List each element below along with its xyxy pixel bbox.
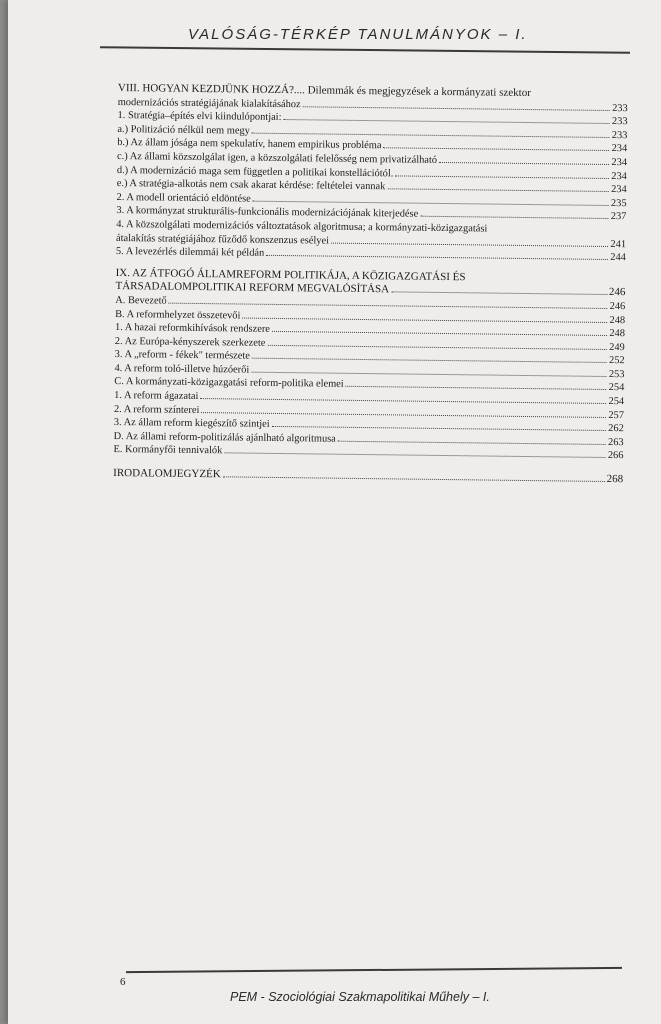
dot-leader <box>200 398 606 404</box>
toc-page-number: 262 <box>608 423 624 435</box>
toc-page-number: 234 <box>611 157 628 169</box>
toc-page-number: 233 <box>611 116 628 128</box>
toc-entry-text: 3. A kormányzat strukturális-funkcionális modernizációjának kiterjedése <box>116 205 419 221</box>
dot-leader <box>383 148 609 152</box>
toc-page-number: 234 <box>611 170 627 182</box>
toc-chapter-8-title-line1: VIII. HOGYAN KEZDJÜNK HOZZÁ?.... Dilemmák és megjegyzések a kormányzati szektor <box>117 82 531 100</box>
toc-page-number: 253 <box>608 368 625 381</box>
toc-page-number: 244 <box>610 252 626 264</box>
toc-entry-text: D. Az állami reform-politizálás ajánlható algoritmusa <box>113 430 336 445</box>
dot-leader <box>272 331 607 336</box>
dot-leader <box>201 412 606 418</box>
toc-entry-text: 1. Stratégia–építés elvi kiindulópontjai: <box>117 110 282 124</box>
document-page <box>8 0 661 1024</box>
toc-entry-text: B. A reformhelyzet összetevői <box>115 308 241 322</box>
dot-leader <box>338 441 606 445</box>
toc-page-number: 233 <box>612 102 628 114</box>
toc-entry-text: TÁRSADALOMPOLITIKAI REFORM MEGVALÓSÍTÁSA <box>115 280 390 296</box>
dot-leader <box>439 162 609 165</box>
dot-leader <box>272 426 607 431</box>
toc-entry-text: IRODALOMJEGYZÉK <box>113 467 221 481</box>
dot-leader <box>331 242 608 246</box>
dot-leader <box>391 292 607 296</box>
dot-leader <box>242 317 607 322</box>
dot-leader <box>346 386 607 390</box>
dot-leader <box>395 175 609 179</box>
toc-entry-text: 4. A reform toló-illetve húzóerői <box>114 362 250 376</box>
toc-entry-text: 2. A modell orientáció eldöntése <box>116 191 251 205</box>
dot-leader <box>169 303 608 309</box>
dot-leader <box>283 119 609 124</box>
dot-leader <box>251 372 607 377</box>
toc-page-number: 237 <box>610 211 627 223</box>
toc-page-number: 254 <box>608 382 625 394</box>
toc-entry-text: 2. Az Európa-kényszerek szerkezete <box>114 335 266 349</box>
toc-page-number: 241 <box>610 238 627 250</box>
running-footer-text: PEM - Szociológiai Szakmapolitikai Műhely – I. <box>230 990 490 1004</box>
toc-entry-text: a.) Politizáció nélkül nem megy <box>117 123 250 137</box>
toc-entry-text: b.) Az állam jósága nem spekulatív, hanem empirikus probléma <box>117 137 382 152</box>
dot-leader <box>223 476 605 482</box>
dot-leader <box>420 216 609 219</box>
toc-entry-text: 3. Az állam reform kiegészítő szintjei <box>113 417 270 431</box>
toc-entry-text: 5. A levezérlés dilemmái két példán <box>115 246 265 259</box>
toc-page-number: 234 <box>611 143 628 155</box>
dot-leader <box>253 200 609 205</box>
dot-leader <box>303 106 610 111</box>
toc-chapter-9-title-line1: IX. AZ ÁTFOGÓ ÁLLAMREFORM POLITIKÁJA, A KÖZIGAZGATÁSI ÉS <box>115 266 466 283</box>
table-of-contents <box>113 82 628 487</box>
toc-entry-text: modernizációs stratégiájának kialakításához <box>117 96 301 110</box>
toc-entry-text: 1. A hazai reformkihívások rendszere <box>114 322 270 335</box>
toc-entry-text: d.) A modernizáció maga sem független a politikai konstellációtól. <box>116 164 394 179</box>
dot-leader <box>267 345 607 350</box>
toc-page-number: 246 <box>609 300 626 313</box>
running-header-title: VALÓSÁG-TÉRKÉP TANULMÁNYOK – I. <box>188 26 528 43</box>
toc-page-number: 254 <box>608 396 625 408</box>
header-rule <box>100 46 630 54</box>
dot-leader <box>224 453 606 459</box>
toc-page-number: 249 <box>609 341 625 353</box>
toc-page-number: 268 <box>606 473 624 486</box>
toc-entry-text: átalakítás stratégiájához fűződő konszenzus esélyei <box>116 232 330 247</box>
toc-entry-text: c.) Az állami közszolgálat igen, a közszolgálati felelősség nem privatizálható <box>117 150 438 166</box>
footer-rule <box>126 967 622 973</box>
toc-entry-text: A. Bevezető <box>115 294 167 307</box>
page-number: 6 <box>120 976 126 988</box>
toc-entry-text: E. Kormányfői tennivalók <box>113 444 223 457</box>
toc-entry-text: C. A kormányzati-közigazgatási reform-politika elemei <box>114 376 344 391</box>
toc-page-number: 235 <box>610 197 627 209</box>
toc-page-number: 248 <box>609 328 626 340</box>
dot-leader <box>387 188 609 192</box>
toc-entry-4-line1: 4. A közszolgálati modernizációs változtatások algoritmusa; a kormányzati-közigazgatási <box>116 218 488 235</box>
toc-entry-text: e.) A stratégia-alkotás nem csak akarat kérdése: feltételei vannak <box>116 178 386 193</box>
toc-page-number: 252 <box>608 355 625 367</box>
toc-page-number: 257 <box>608 409 625 421</box>
dot-leader <box>252 358 607 363</box>
toc-page-number: 233 <box>611 129 628 142</box>
dot-leader <box>252 132 610 137</box>
toc-page-number: 246 <box>608 286 626 299</box>
toc-page-number: 263 <box>607 436 624 449</box>
toc-page-number: 266 <box>607 450 624 462</box>
toc-page-number: 234 <box>611 184 627 196</box>
dot-leader <box>266 255 608 260</box>
toc-entry-text: 2. A reform színterei <box>113 403 200 416</box>
toc-entry-text: 1. A reform ágazatai <box>114 390 199 403</box>
toc-page-number: 248 <box>609 314 626 326</box>
toc-entry-text: 3. A „reform - fékek" természete <box>114 349 250 362</box>
